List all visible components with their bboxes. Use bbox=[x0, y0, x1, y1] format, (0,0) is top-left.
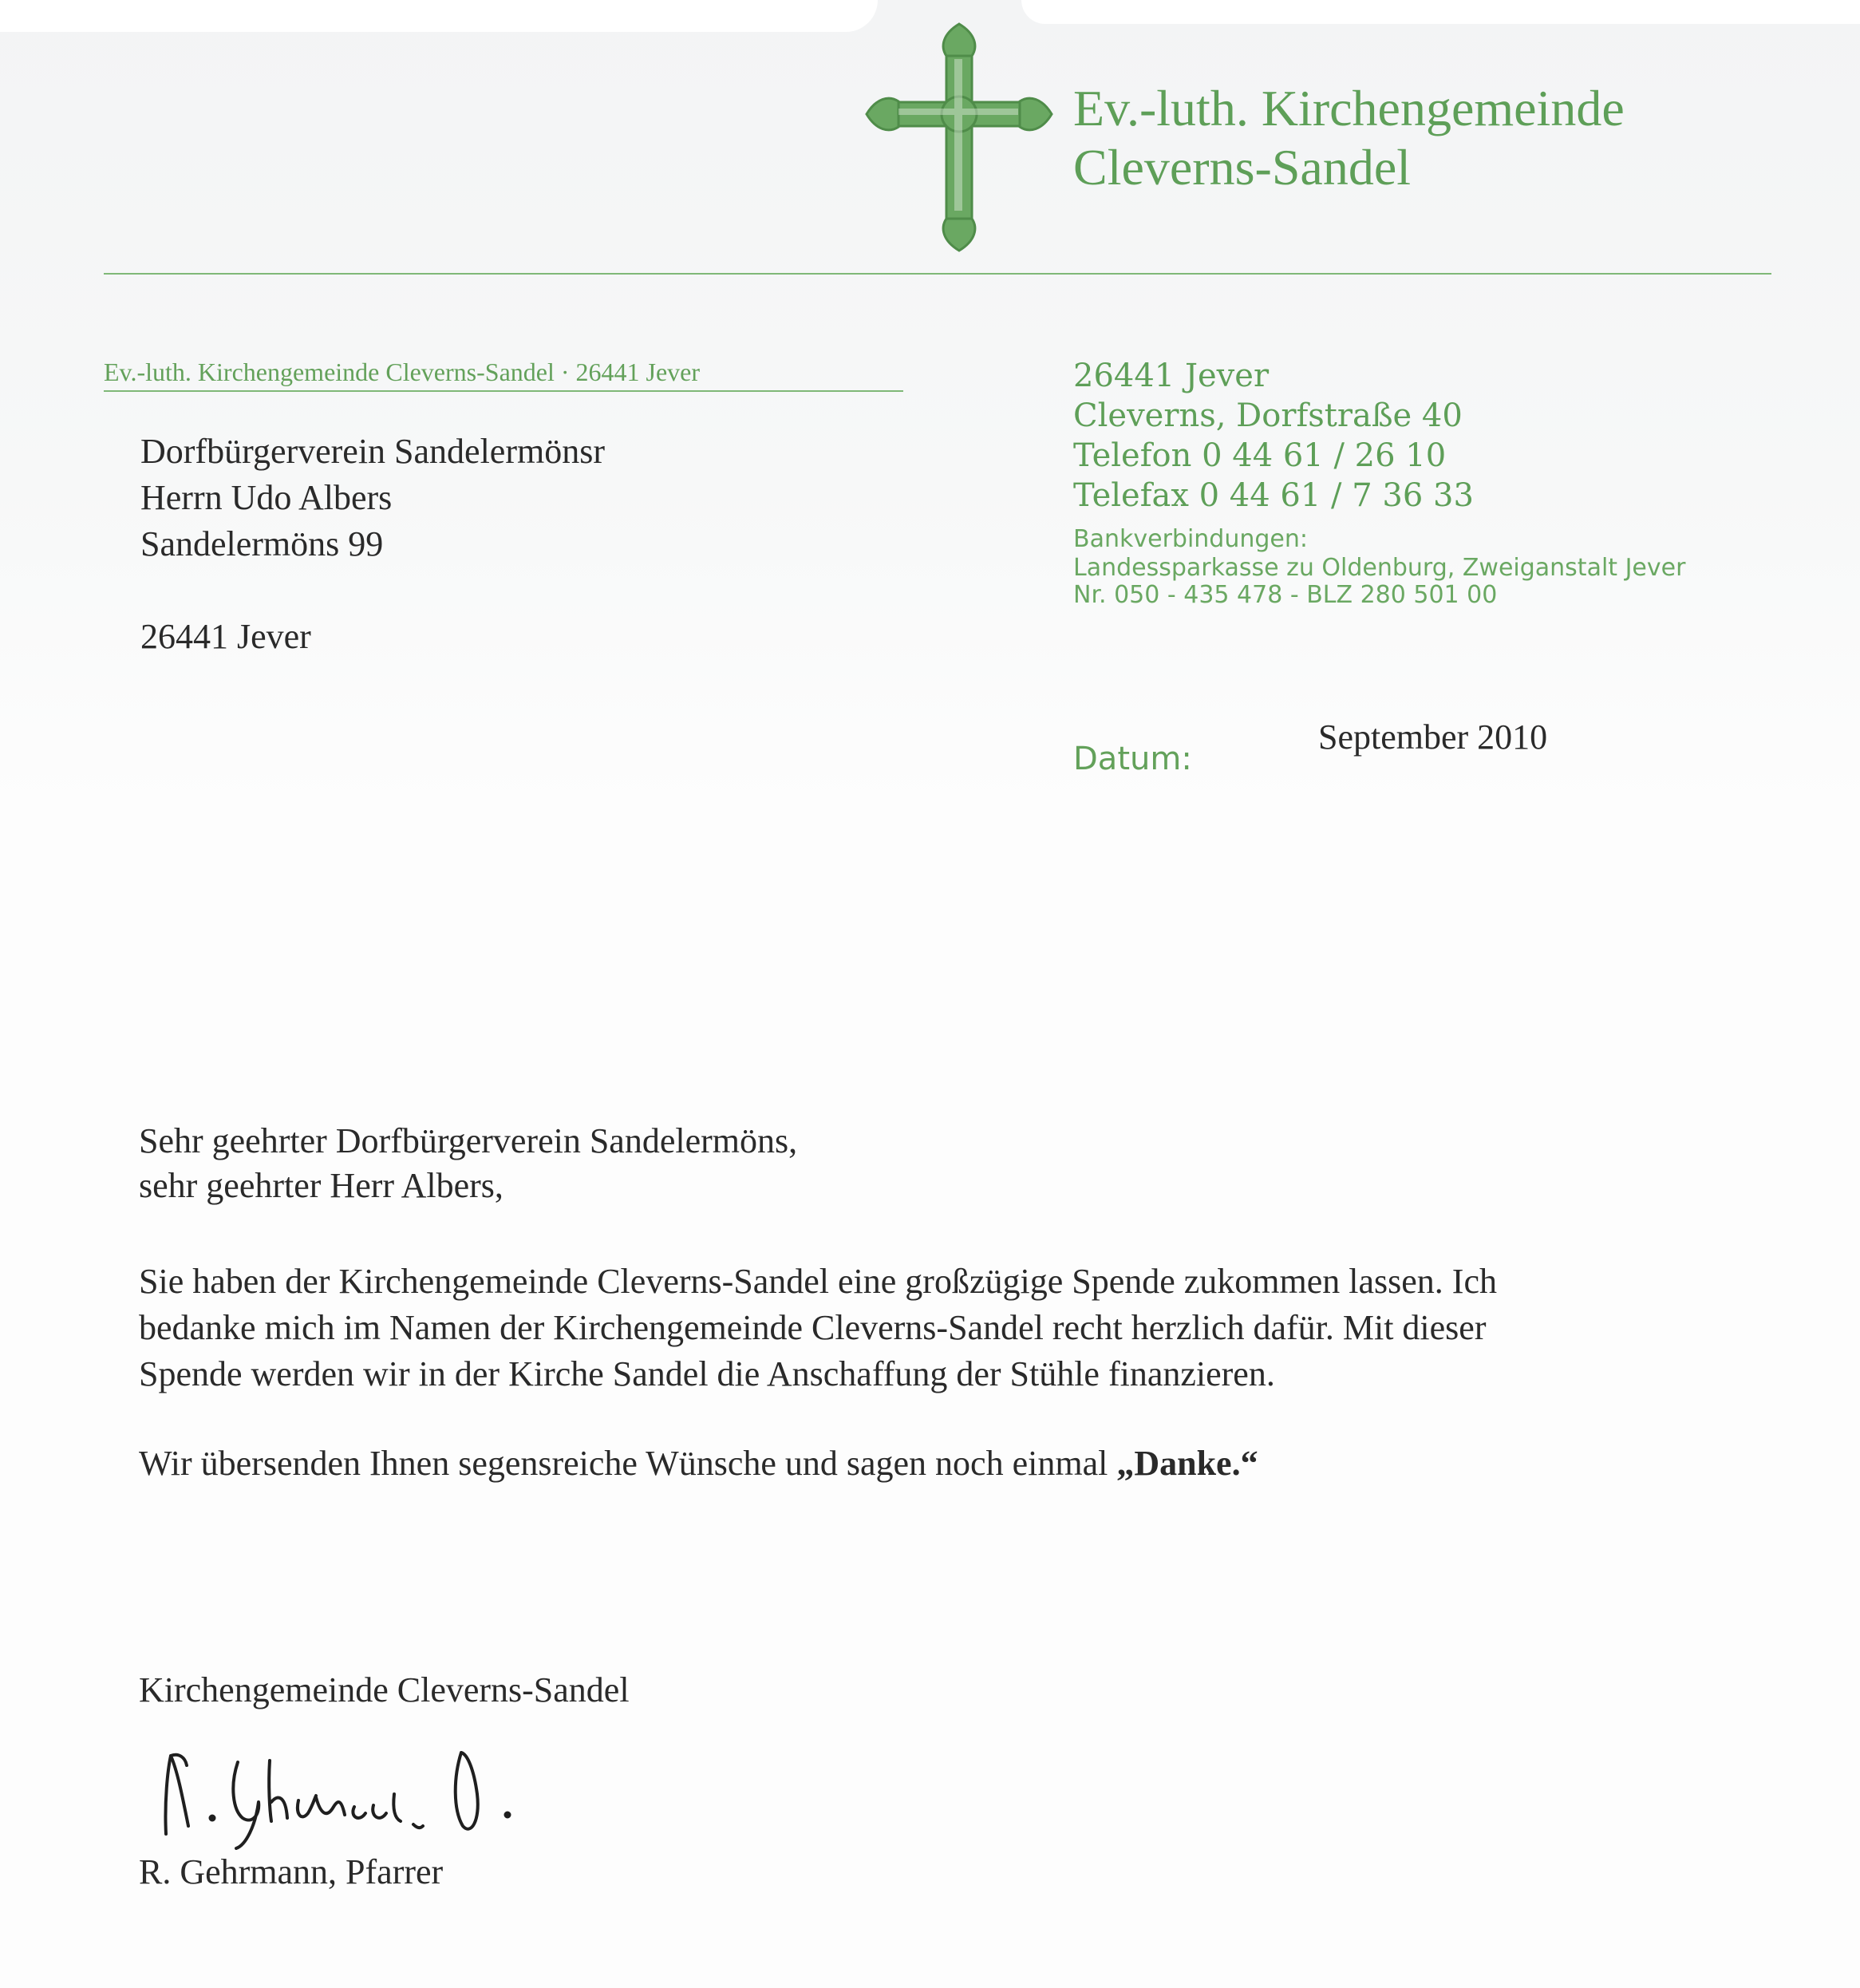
closing-thanks: „Danke.“ bbox=[1116, 1444, 1258, 1483]
contact-city: 26441 Jever bbox=[1073, 358, 1270, 394]
sender-underline bbox=[104, 390, 903, 392]
body-line-2: bedanke mich im Namen der Kirchengemeinde Cleverns-Sandel recht herzlich dafür. Mit dieser bbox=[139, 1308, 1487, 1347]
letterhead-org-place: Cleverns-Sandel bbox=[1073, 139, 1411, 196]
body-line-1: Sie haben der Kirchengemeinde Cleverns-Sandel eine großzügige Spende zukommen lassen. Ich bbox=[139, 1262, 1497, 1301]
bank-account: Nr. 050 - 435 478 - BLZ 280 501 00 bbox=[1073, 581, 1498, 609]
salutation-line-1: Sehr geehrter Dorfbürgerverein Sandelermöns, bbox=[139, 1121, 798, 1160]
signer-name: R. Gehrmann, Pfarrer bbox=[139, 1852, 444, 1891]
body-paragraph bbox=[139, 1259, 1735, 1397]
scan-edge-right bbox=[1021, 0, 1860, 24]
scan-edge-left bbox=[0, 0, 878, 32]
cross-icon bbox=[863, 18, 1055, 257]
recipient-line-3: Sandelermöns 99 bbox=[140, 524, 384, 563]
recipient-line-2: Herrn Udo Albers bbox=[140, 478, 393, 517]
handwritten-signature bbox=[150, 1738, 533, 1850]
recipient-city: 26441 Jever bbox=[140, 617, 311, 656]
contact-fax: Telefax 0 44 61 / 7 36 33 bbox=[1073, 477, 1474, 514]
contact-street: Cleverns, Dorfstraße 40 bbox=[1073, 397, 1463, 434]
recipient-line-1: Dorfbürgerverein Sandelermönsr bbox=[140, 432, 605, 471]
contact-phone: Telefon 0 44 61 / 26 10 bbox=[1073, 437, 1447, 474]
letterhead-divider bbox=[104, 273, 1771, 275]
letterhead-org-name: Ev.-luth. Kirchengemeinde bbox=[1073, 80, 1625, 136]
closing-text: Wir übersenden Ihnen segensreiche Wünsche und sagen noch einmal bbox=[139, 1444, 1108, 1483]
salutation-line-2: sehr geehrter Herr Albers, bbox=[139, 1166, 504, 1205]
sender-return-line: Ev.-luth. Kirchengemeinde Cleverns-Sandel · 26441 Jever bbox=[104, 358, 701, 386]
bank-name: Landessparkasse zu Oldenburg, Zweiganstalt Jever bbox=[1073, 554, 1686, 582]
date-value: September 2010 bbox=[1318, 717, 1548, 757]
body-line-3: Spende werden wir in der Kirche Sandel die Anschaffung der Stühle finanzieren. bbox=[139, 1354, 1275, 1393]
signoff-org: Kirchengemeinde Cleverns-Sandel bbox=[139, 1670, 630, 1709]
bank-label: Bankverbindungen: bbox=[1073, 525, 1308, 553]
date-label: Datum: bbox=[1073, 741, 1192, 777]
closing-line bbox=[139, 1443, 1258, 1484]
